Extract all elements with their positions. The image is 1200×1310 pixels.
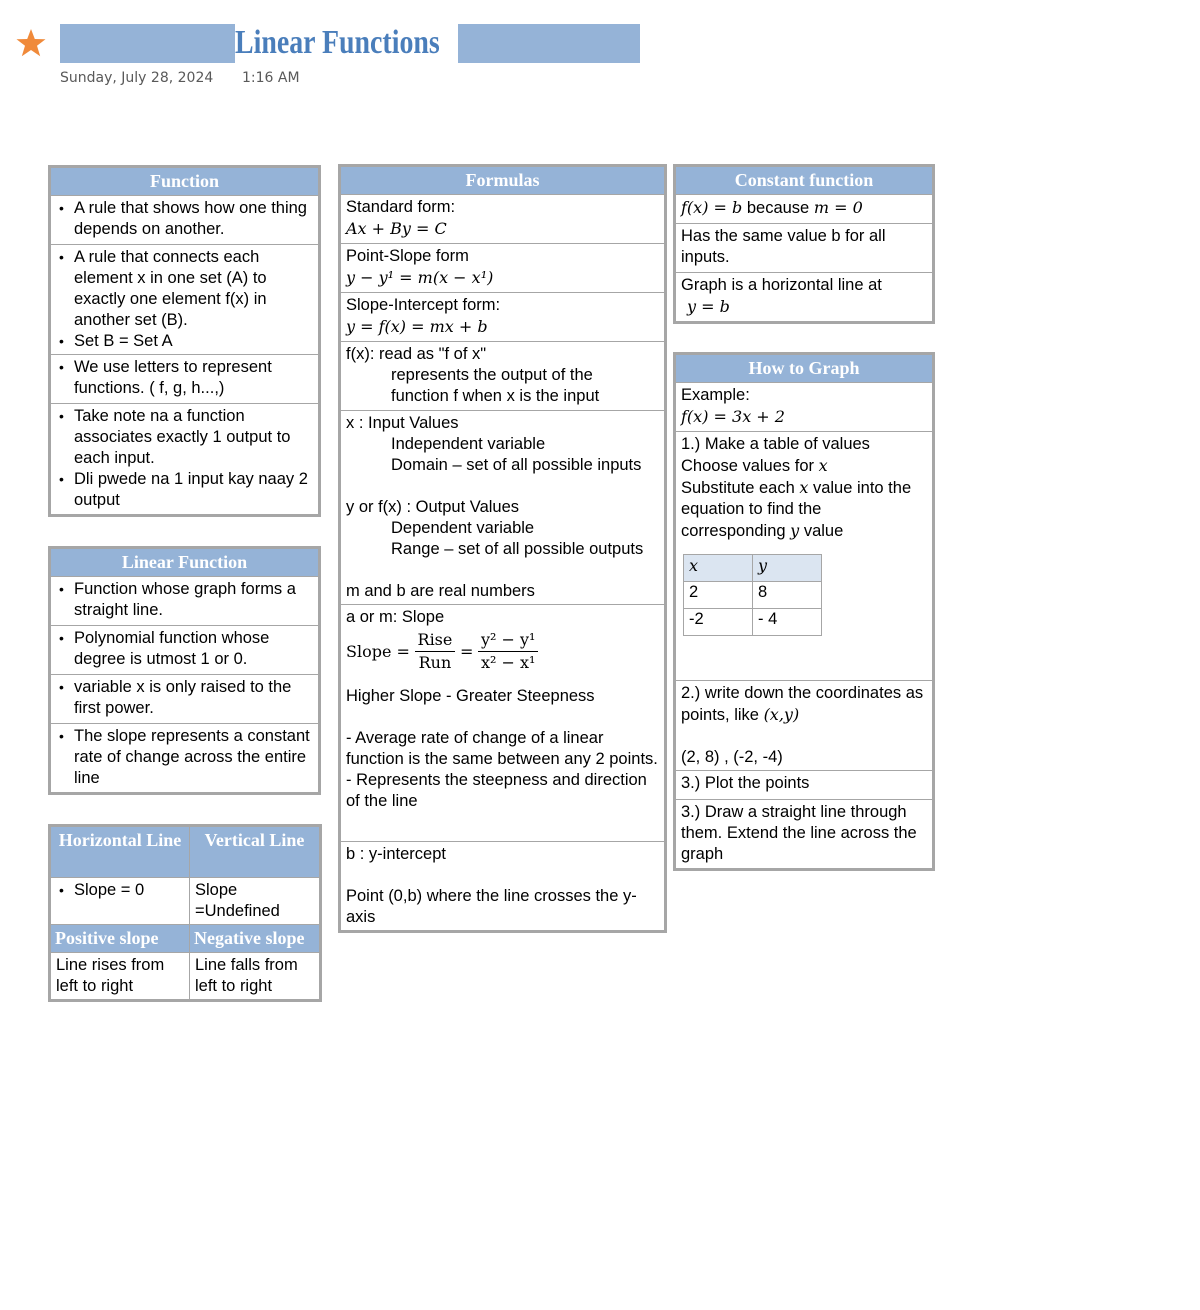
page-date: Sunday, July 28, 2024: [60, 70, 214, 86]
y-desc-line: Dependent variable: [391, 519, 535, 537]
slope-intercept-equation: y = f(x) = mx + b: [346, 317, 488, 336]
horizontal-line-header: Horizontal Line: [51, 827, 190, 878]
x-label: x : Input Values: [346, 414, 459, 432]
point-slope-label: Point-Slope form: [346, 247, 469, 265]
function-header: Function: [51, 168, 319, 196]
example-label: Example:: [681, 386, 750, 404]
list-item: • Function whose graph forms a straight line.: [74, 579, 313, 621]
table-header: y: [753, 555, 822, 582]
positive-slope-header: Positive slope: [51, 925, 190, 953]
step1-substitute: Substitute each x value into the equation to find the corresponding y value: [681, 478, 912, 540]
step1-title: 1.) Make a table of values: [681, 435, 870, 453]
slope-intercept-label: Slope-Intercept form:: [346, 296, 501, 314]
list-item: • We use letters to represent functions. ( f, g, h...,): [74, 357, 313, 399]
standard-form-equation: Ax + By = C: [346, 219, 447, 238]
values-table: [683, 554, 822, 636]
step2-title: 2.) write down the coordinates as points, like (x,y): [681, 684, 924, 724]
constant-because: because: [746, 199, 810, 217]
fx-label: f(x): read as "f of x": [346, 345, 487, 363]
steepness-text: - Represents the steepness and direction of the line: [346, 771, 647, 810]
b-desc: Point (0,b) where the line crosses the y-axis: [346, 887, 637, 926]
x-desc-line: Domain – set of all possible inputs: [391, 456, 642, 474]
list-item: • variable x is only raised to the first power.: [74, 677, 313, 719]
line-types-card: [50, 826, 320, 1000]
constant-function-header: Constant function: [676, 167, 933, 195]
constant-function-card: [675, 166, 933, 322]
list-item: • A rule that shows how one thing depends on another.: [74, 198, 313, 240]
constant-eq-left: f(x) = b: [681, 198, 743, 217]
higher-slope-text: Higher Slope - Greater Steepness: [346, 687, 595, 705]
function-card: [50, 167, 319, 515]
table-header: x: [684, 555, 753, 582]
b-label: b : y-intercept: [346, 845, 446, 863]
how-to-graph-header: How to Graph: [676, 355, 933, 383]
y-label: y or f(x) : Output Values: [346, 498, 520, 516]
x-desc-line: Independent variable: [391, 435, 546, 453]
linear-function-card: [50, 548, 319, 793]
list-item: • Set B = Set A: [74, 331, 313, 352]
table-row: 2 8: [684, 582, 822, 609]
formulas-header: Formulas: [341, 167, 665, 195]
constant-desc: Has the same value b for all inputs.: [676, 224, 933, 273]
step4-text: 3.) Draw a straight line through them. Extend the line across the graph: [676, 800, 933, 869]
fx-desc-line: represents the output of the: [391, 366, 593, 384]
slope-formula: Slope = $\frac{\text{Rise}}{\text{Run}}$ = $\frac{\text{y² − y¹}}{\text{x² − x¹}}$: [346, 629, 659, 674]
y-desc-line: Range – set of all possible outputs: [391, 540, 644, 558]
fx-desc-line: function f when x is the input: [391, 387, 600, 405]
constant-graph-text: Graph is a horizontal line at: [681, 276, 882, 294]
vertical-line-header: Vertical Line: [190, 827, 320, 878]
how-to-graph-card: [675, 354, 933, 869]
standard-form-label: Standard form:: [346, 198, 456, 216]
slope-label: a or m: Slope: [346, 608, 445, 626]
constant-eq-right: m = 0: [813, 198, 863, 217]
linear-function-header: Linear Function: [51, 549, 319, 577]
negative-slope-text: Line falls from left to right: [190, 953, 320, 1000]
constant-graph-eq: y = b: [687, 297, 730, 316]
step2-points: (2, 8) , (-2, -4): [681, 748, 783, 766]
step1-choose: Choose values for x: [681, 456, 828, 475]
page-time: 1:16 AM: [242, 70, 300, 86]
star-icon: [14, 26, 48, 60]
step3-text: 3.) Plot the points: [676, 771, 933, 800]
mb-note: m and b are real numbers: [346, 582, 535, 600]
list-item: • The slope represents a constant rate of change across the entire line: [74, 726, 313, 789]
vertical-slope-text: Slope =Undefined: [190, 878, 320, 925]
negative-slope-header: Negative slope: [190, 925, 320, 953]
list-item: • Polynomial function whose degree is utmost 1 or 0.: [74, 628, 313, 670]
list-item: • Dli pwede na 1 input kay naay 2 output: [74, 469, 313, 511]
average-rate-text: - Average rate of change of a linear function is the same between any 2 points.: [346, 729, 658, 768]
list-item: • A rule that connects each element x in one set (A) to exactly one element f(x) in another set (B).: [74, 247, 313, 331]
table-row: -2 - 4: [684, 609, 822, 636]
page-title: Linear Functions: [235, 18, 417, 68]
horizontal-slope-text: • Slope = 0: [74, 880, 184, 901]
example-equation: f(x) = 3x + 2: [681, 407, 785, 426]
positive-slope-text: Line rises from left to right: [51, 953, 190, 1000]
list-item: • Take note na a function associates exactly 1 output to each input.: [74, 406, 313, 469]
formulas-card: [340, 166, 665, 931]
point-slope-equation: y − y¹ = m(x − x¹): [346, 268, 494, 287]
